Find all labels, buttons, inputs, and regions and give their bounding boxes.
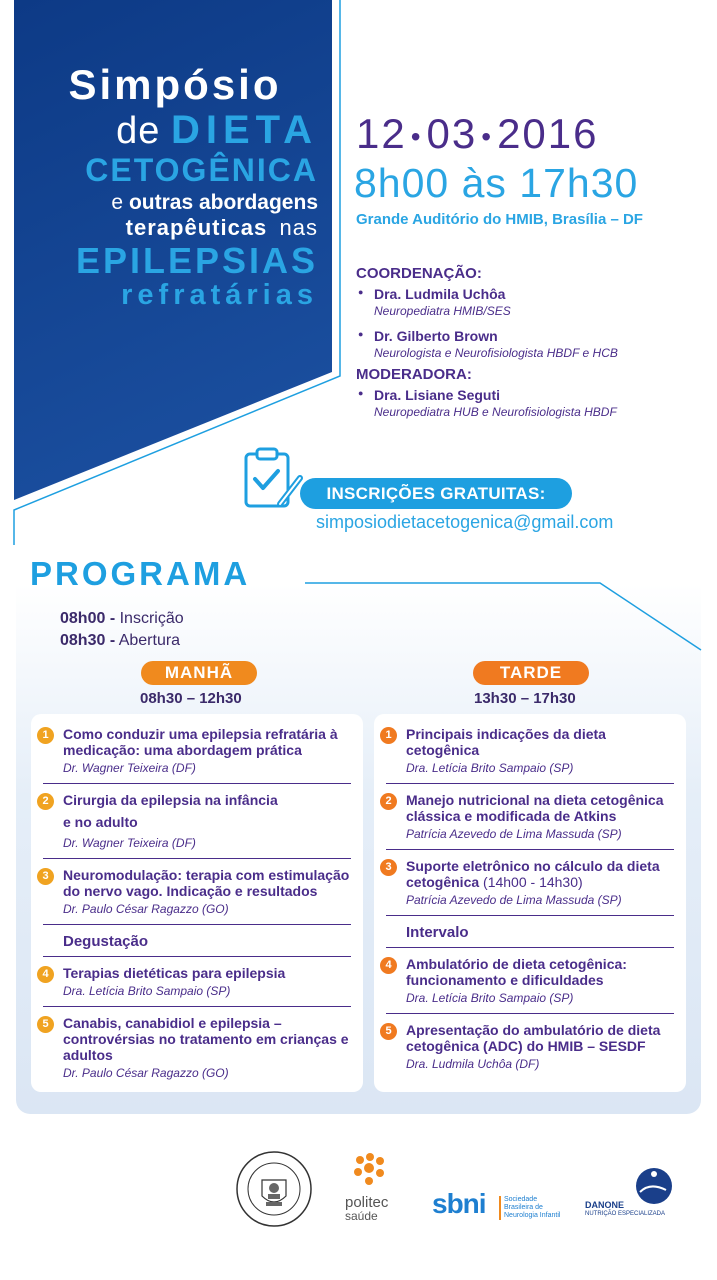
afternoon-label: TARDE xyxy=(473,661,589,685)
coordinator-item: ● Dr. Gilberto Brown Neurologista e Neurofisiologista HBDF e HCB xyxy=(356,328,706,360)
program-item: 1 Como conduzir uma epilepsia refratária à medicação: uma abordagem prática Dr. Wagner Teixeira (DF) xyxy=(43,726,351,784)
moderator-item: ● Dra. Lisiane Seguti Neuropediatra HUB e Neurofisiologista HBDF xyxy=(356,387,706,419)
program-item: 2 Cirurgia da epilepsia na infância e no adulto Dr. Wagner Teixeira (DF) xyxy=(43,792,351,859)
registration-label: INSCRIÇÕES GRATUITAS: xyxy=(300,478,572,509)
program-item: 3 Neuromodulação: terapia com estimulação do nervo vago. Indicação e resultados Dr. Paulo César Ragazzo (GO) xyxy=(43,867,351,925)
program-item: 5 Canabis, canabidiol e epilepsia – controvérsias no tratamento em crianças e adultos Dr. Paulo César Ragazzo (GO) xyxy=(43,1015,351,1088)
item-number-badge: 2 xyxy=(37,793,54,810)
opening-item: 08h00 - Inscrição xyxy=(60,610,184,627)
title-line-2: de DIETA xyxy=(116,108,318,152)
item-number-badge: 5 xyxy=(380,1023,397,1040)
title-line-5: terapêuticas nas xyxy=(125,215,318,240)
program-title: PROGRAMA xyxy=(30,555,251,592)
program-item: 4 Ambulatório de dieta cetogênica: funcionamento e dificuldades Dra. Letícia Brito Sampaio (SP) xyxy=(386,956,674,1014)
sponsor-logos xyxy=(0,1140,717,1240)
event-venue: Grande Auditório do HMIB, Brasília – DF xyxy=(356,211,643,228)
politec-flower-icon xyxy=(350,1152,388,1188)
item-number-badge: 3 xyxy=(380,859,397,876)
program-item: 5 Apresentação do ambulatório de dieta cetogênica (ADC) do HMIB – SESDF Dra. Ludmila Uchôa (DF) xyxy=(386,1022,674,1079)
coordination-heading: COORDENAÇÃO: xyxy=(356,265,482,282)
afternoon-panel xyxy=(374,714,686,1092)
item-number-badge: 5 xyxy=(37,1016,54,1033)
clipboard-check-icon xyxy=(240,446,306,514)
program-item: 4 Terapias dietéticas para epilepsia Dra. Letícia Brito Sampaio (SP) xyxy=(43,965,351,1007)
program-item: 3 Suporte eletrônico no cálculo da dieta cetogênica (14h00 - 14h30) Patrícia Azevedo de Lima Massuda (SP) xyxy=(386,858,674,916)
item-number-badge: 1 xyxy=(37,727,54,744)
opening-item: 08h30 - Abertura xyxy=(60,632,181,649)
item-number-badge: 4 xyxy=(380,957,397,974)
morning-time: 08h30 – 12h30 xyxy=(140,690,242,707)
danone-logo: DANONE NUTRIÇÃO ESPECIALIZADA xyxy=(585,1200,666,1217)
afternoon-time: 13h30 – 17h30 xyxy=(474,690,576,707)
coordination-section xyxy=(356,265,706,419)
item-number-badge: 3 xyxy=(37,868,54,885)
item-number-badge: 2 xyxy=(380,793,397,810)
event-title xyxy=(18,61,318,311)
moderator-heading: MODERADORA: xyxy=(356,366,472,383)
sbni-subtitle: Sociedade Brasileira de Neurologia Infantil xyxy=(499,1196,560,1220)
opening-schedule xyxy=(60,608,184,652)
morning-panel xyxy=(31,714,363,1092)
program-item: 2 Manejo nutricional na dieta cetogênica clássica e modificada de Atkins Patrícia Azevedo de Lima Massuda (SP) xyxy=(386,792,674,850)
title-line-1: Simpósio xyxy=(68,61,282,108)
abn-seal-logo xyxy=(235,1150,313,1228)
title-line-6: EPILEPSIAS xyxy=(75,240,318,281)
title-line-4: e outras abordagens xyxy=(111,191,318,214)
sbni-logo: sbni xyxy=(432,1188,486,1219)
coordinator-item: ● Dra. Ludmila Uchôa Neuropediatra HMIB/SES xyxy=(356,286,706,318)
title-line-7: refratárias xyxy=(121,279,318,311)
morning-label: MANHÃ xyxy=(141,661,257,685)
title-line-3: CETOGÊNICA xyxy=(85,152,318,188)
politec-logo: politec saúde xyxy=(345,1194,389,1223)
event-time: 8h00 às 17h30 xyxy=(354,160,639,206)
break-label: Intervalo xyxy=(386,924,674,948)
item-number-badge: 4 xyxy=(37,966,54,983)
program-item: 1 Principais indicações da dieta cetogênica Dra. Letícia Brito Sampaio (SP) xyxy=(386,726,674,784)
break-label: Degustação xyxy=(43,933,351,957)
event-date: 12 •03 •2016 xyxy=(356,110,599,157)
registration-email-link[interactable]: simposiodietacetogenica@gmail.com xyxy=(316,512,614,532)
item-number-badge: 1 xyxy=(380,727,397,744)
